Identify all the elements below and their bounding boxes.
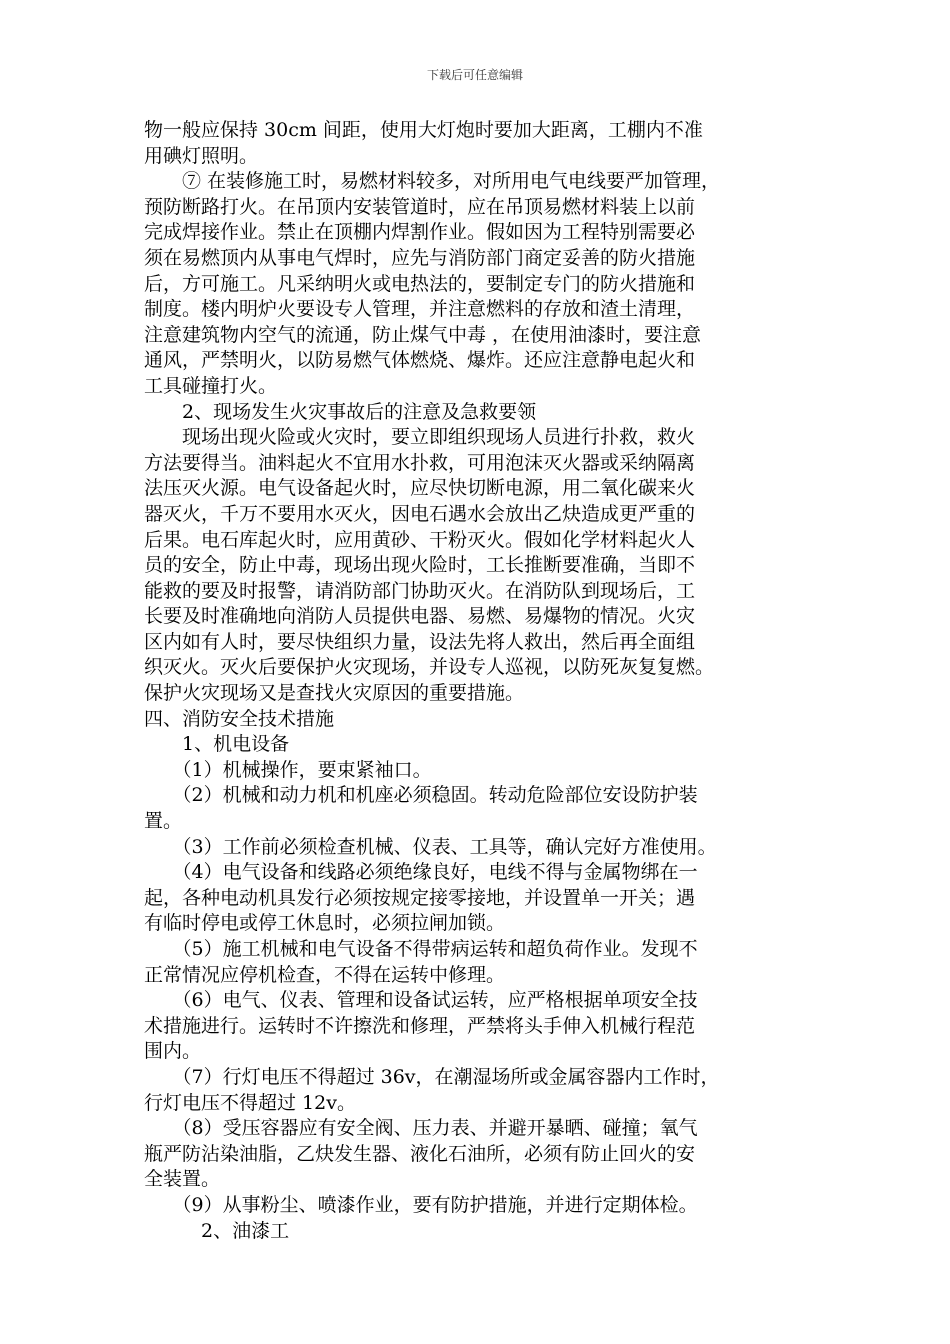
text-line: 工具碰撞打火。 — [144, 374, 278, 397]
text-line: 注意建筑物内空气的流通，防止煤气中毒 ，在使用油漆时，要注意 — [144, 323, 702, 346]
text-line: 瓶严防沾染油脂，乙炔发生器、液化石油所，必须有防止回火的安 — [144, 1142, 696, 1165]
text-line: 后，方可施工。凡采纳明火或电热法的，要制定专门的防火措施和 — [144, 272, 696, 295]
text-line: 2、油漆工 — [144, 1219, 290, 1242]
text-line: 后果。电石库起火时，应用黄砂、干粉灭火。假如化学材料起火人 — [144, 528, 696, 551]
text-line: 行灯电压不得超过 12v。 — [144, 1091, 356, 1114]
text-line: （2）机械和动力机和机座必须稳固。转动危险部位安设防护装 — [144, 784, 698, 807]
text-line: 保护火灾现场又是查找火灾原因的重要措施。 — [144, 682, 525, 705]
text-line: （6）电气、仪表、管理和设备试运转，应严格根据单项安全技 — [144, 989, 698, 1012]
text-line: （5）施工机械和电气设备不得带病运转和超负荷作业。发现不 — [144, 938, 698, 960]
text-line: 围内。 — [144, 1040, 202, 1063]
text-line: （8）受压容器应有安全阀、压力表、并避开暴晒、碰撞；氧气 — [144, 1117, 698, 1140]
text-line: 置。 — [144, 810, 183, 833]
text-line: 有临时停电或停工休息时，必须拉闸加锁。 — [144, 912, 506, 935]
text-line: 长要及时准确地向消防人员提供电器、易燃、易爆物的情况。火灾 — [144, 605, 696, 628]
text-line: 起，各种电动机具发行必须按规定接零接地，并设置单一开关；遇 — [144, 886, 696, 909]
text-line: 制度。楼内明炉火要设专人管理，并注意燃料的存放和渣土清理， — [144, 298, 696, 321]
text-line: 1、机电设备 — [144, 733, 290, 756]
text-line: （1）机械操作，要束紧袖口。 — [144, 758, 432, 781]
text-line: 方法要得当。油料起火不宜用水扑救，可用泡沫灭火器或采纳隔离 — [144, 451, 696, 474]
text-line: 织灭火。灭火后要保护火灾现场，并设专人巡视，以防死灰复复燃。 — [144, 656, 715, 679]
text-line: 全装置。 — [144, 1168, 221, 1191]
text-line: （3）工作前必须检查机械、仪表、工具等，确认完好方准使用。 — [144, 835, 717, 858]
text-line: 物一般应保持 30cm 间距，使用大灯炮时要加大距离，工棚内不准 — [144, 119, 703, 141]
text-line: （4）电气设备和线路必须绝缘良好，电线不得与金属物绑在一 — [144, 861, 698, 884]
text-line: 须在易燃顶内从事电气焊时，应先与消防部门商定妥善的防火措施 — [144, 246, 696, 269]
text-line: 器灭火，千万不要用水灭火，因电石遇水会放出乙炔造成更严重的 — [144, 502, 696, 525]
text-line: 四、消防安全技术措施 — [144, 707, 335, 730]
text-line: 正常情况应停机检查，不得在运转中修理。 — [144, 963, 506, 986]
text-line: 术措施进行。运转时不许擦洗和修理，严禁将头手伸入机械行程范 — [144, 1014, 696, 1037]
page-header: 下载后可任意编辑 — [426, 68, 523, 82]
text-line: ⑦ 在装修施工时，易燃材料较多，对所用电气电线要严加管理， — [144, 170, 721, 193]
text-line: 现场出现火险或火灾时，要立即组织现场人员进行扑救，救火 — [144, 426, 696, 449]
text-line: 区内如有人时，要尽快组织力量，设法先将人救出，然后再全面组 — [144, 630, 696, 653]
document-body — [144, 118, 808, 1244]
text-line: 能救的要及时报警，请消防部门协助灭火。在消防队到现场后，工 — [144, 579, 696, 602]
text-line: 用碘灯照明。 — [144, 144, 259, 167]
text-line: 法压灭火源。电气设备起火时，应尽快切断电源，用二氧化碳来火 — [144, 477, 696, 500]
text-line: 通风，严禁明火，以防易燃气体燃烧、爆炸。还应注意静电起火和 — [144, 349, 696, 372]
text-line: （9）从事粉尘、喷漆作业，要有防护措施，并进行定期体检。 — [144, 1193, 698, 1216]
text-line: 2、现场发生火灾事故后的注意及急救要领 — [144, 400, 537, 423]
text-line: 员的安全，防止中毒，现场出现火险时，工长推断要准确，当即不 — [144, 554, 696, 577]
text-line: 完成焊接作业。禁止在顶棚内焊割作业。假如因为工程特别需要必 — [144, 221, 696, 244]
text-line: 预防断路打火。在吊顶内安装管道时，应在吊顶易燃材料装上以前 — [144, 195, 696, 218]
text-line: （7）行灯电压不得超过 36v，在潮湿场所或金属容器内工作时， — [144, 1065, 720, 1088]
